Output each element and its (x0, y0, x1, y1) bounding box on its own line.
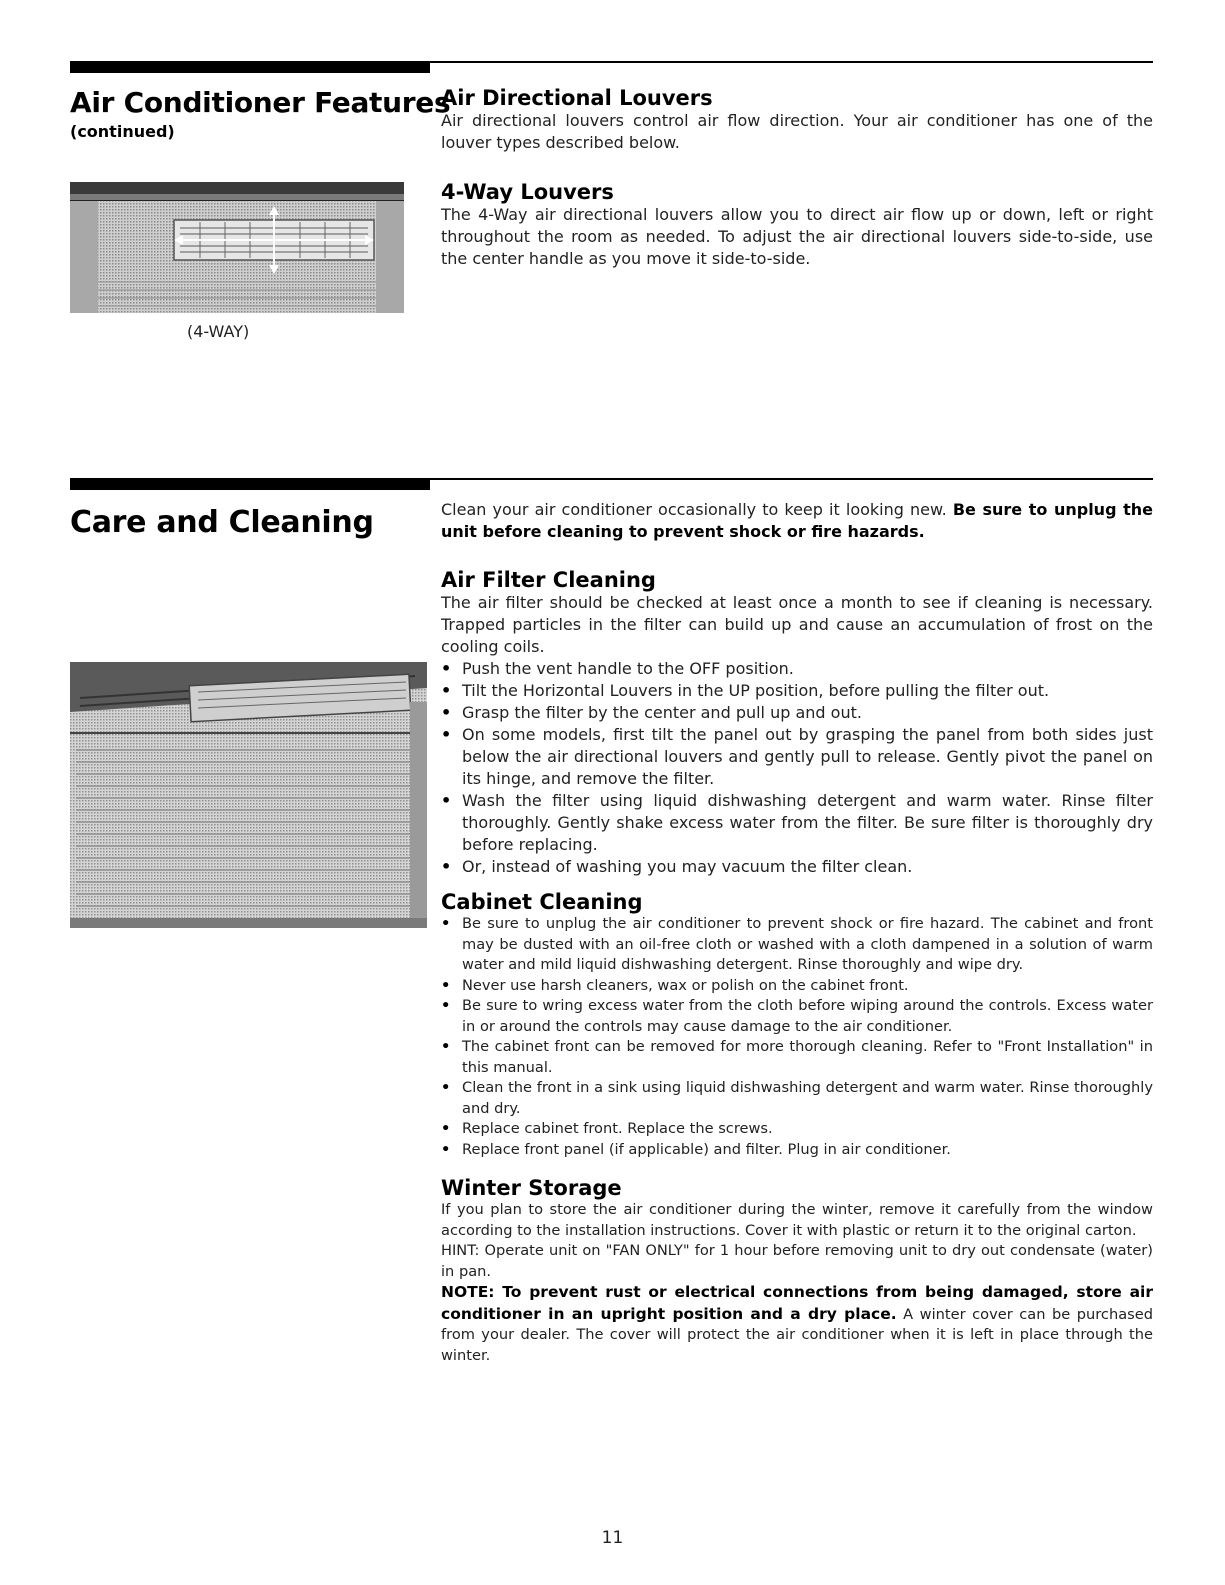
section-title-features: Air Conditioner Features (70, 86, 451, 119)
four-way-louver-image (70, 182, 404, 313)
list-item: • Be sure to wring excess water from the cloth before wiping around the controls. Excess water in or around the controls may cause damage to the air conditioner. (441, 996, 1153, 1037)
section-subtitle-continued: (continued) (70, 122, 175, 141)
four-way-text: The 4-Way air directional louvers allow you to direct air flow up or down, left or right throughout the room as needed. To adjust the air directional louvers side-to-side, use the center handle as you move it side-to-side. (441, 205, 1153, 268)
list-item: • Tilt the Horizontal Louvers in the UP position, before pulling the filter out. (441, 680, 1153, 702)
winter-hint: HINT: Operate unit on "FAN ONLY" for 1 hour before removing unit to dry out condensate (water) in pan. (441, 1242, 1153, 1280)
filter-removal-image (70, 662, 427, 928)
section-rule-thin (430, 478, 1153, 480)
filter-heading: Air Filter Cleaning (441, 568, 656, 592)
care-column (441, 499, 1153, 1366)
list-item: • Wash the filter using liquid dishwashing detergent and warm water. Rinse filter thoroughly. Gently shake excess water from the filter. Be sure filter is thoroughly dry before replacing. (441, 790, 1153, 856)
louvers-heading: Air Directional Louvers (441, 86, 713, 110)
four-way-heading: 4-Way Louvers (441, 180, 614, 204)
section-rule-thick (70, 61, 430, 73)
section-rule-thick (70, 478, 430, 490)
winter-heading: Winter Storage (441, 1176, 622, 1200)
louvers-text: Air directional louvers control air flow direction. Your air conditioner has one of the louver types described below. (441, 111, 1153, 152)
cabinet-heading: Cabinet Cleaning (441, 890, 643, 914)
winter-note-bold: NOTE: To prevent rust or electrical connections from being damaged, store air conditioner in an upright position and a dry place. (441, 1283, 1153, 1323)
list-item: • Replace front panel (if applicable) and filter. Plug in air conditioner. (441, 1140, 1153, 1161)
section-title-care: Care and Cleaning (70, 505, 374, 540)
list-item: • Push the vent handle to the OFF position. (441, 658, 1153, 680)
list-item: • Grasp the filter by the center and pull up and out. (441, 702, 1153, 724)
list-item: • On some models, first tilt the panel out by grasping the panel from both sides just below the air directional louvers and gently pull to release. Gently pivot the panel on its hinge, and remove the filter. (441, 724, 1153, 790)
list-item: • Never use harsh cleaners, wax or polish on the cabinet front. (441, 976, 1153, 997)
cabinet-steps-list (441, 914, 1153, 1160)
winter-text: If you plan to store the air conditioner during the winter, remove it carefully from the window according to the installation instructions. Cover it with plastic or return it to the original carton. (441, 1201, 1153, 1239)
list-item: • The cabinet front can be removed for more thorough cleaning. Refer to "Front Installation" in this manual. (441, 1037, 1153, 1078)
care-intro (441, 499, 1153, 543)
care-intro-text: Clean your air conditioner occasionally to keep it looking new. (441, 500, 953, 519)
page-number: 11 (601, 1528, 624, 1548)
four-way-image-caption: (4-WAY) (187, 322, 250, 341)
list-item: • Or, instead of washing you may vacuum the filter clean. (441, 856, 1153, 878)
filter-steps-list (441, 658, 1153, 878)
winter-note (441, 1282, 1153, 1366)
winter-note-text: A winter cover can be purchased from your dealer. The cover will protect the air conditioner when it is left in place through the winter. (441, 1305, 1153, 1364)
list-item: • Replace cabinet front. Replace the screws. (441, 1119, 1153, 1140)
filter-text: The air filter should be checked at least once a month to see if cleaning is necessary. Trapped particles in the filter can build up and cause an accumulation of frost on the cooling coils. (441, 593, 1153, 656)
care-intro-warning: Be sure to unplug the unit before cleaning to prevent shock or fire hazards. (441, 500, 1154, 541)
list-item: • Clean the front in a sink using liquid dishwashing detergent and warm water. Rinse thoroughly and dry. (441, 1078, 1153, 1119)
section-rule-thin (430, 61, 1153, 63)
louvers-column (441, 86, 1153, 270)
list-item: • Be sure to unplug the air conditioner to prevent shock or fire hazard. The cabinet and front may be dusted with an oil-free cloth or washed with a cloth dampened in a solution of warm water and mild liquid dishwashing detergent. Rinse thoroughly and wipe dry. (441, 914, 1153, 976)
